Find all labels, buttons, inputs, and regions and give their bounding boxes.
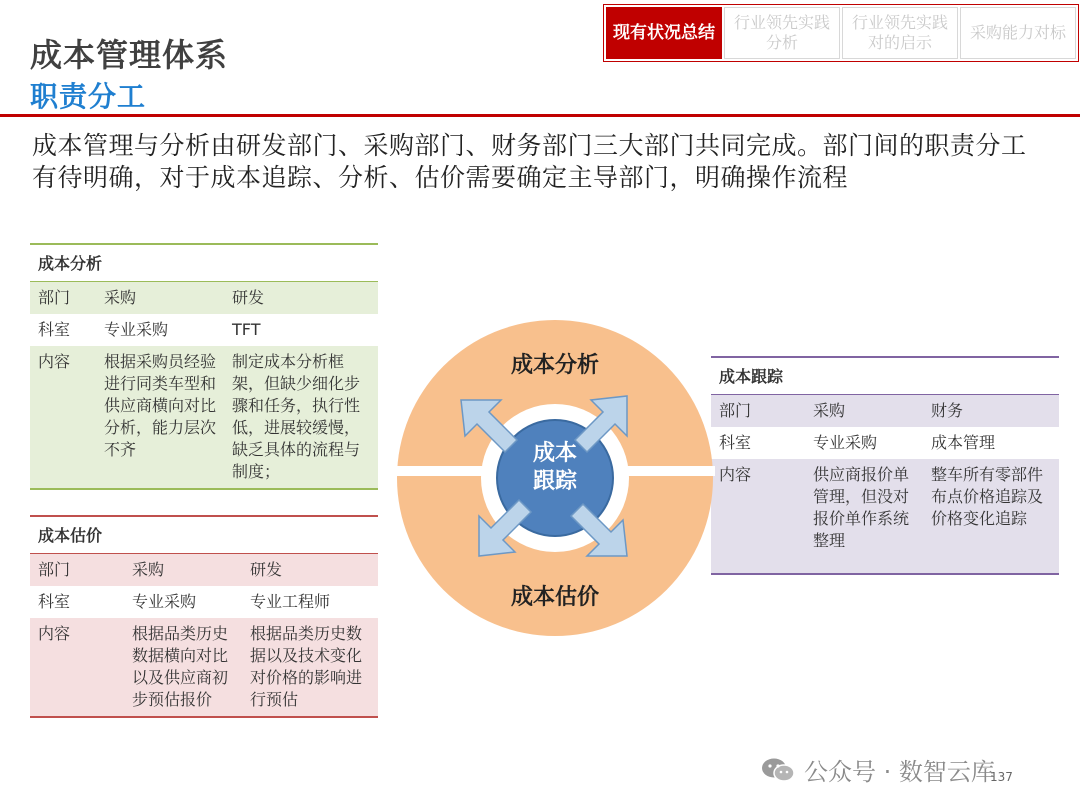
cell-rd: TFT bbox=[224, 314, 378, 346]
row-label: 内容 bbox=[711, 459, 805, 574]
cell-finance: 财务 bbox=[923, 395, 1059, 428]
section-tabs bbox=[603, 4, 1079, 62]
cost-tracking-table bbox=[711, 356, 1059, 575]
row-label: 内容 bbox=[30, 618, 124, 717]
cell-procurement: 供应商报价单管理，但没对报价单作系统整理 bbox=[805, 459, 923, 574]
cell-procurement: 根据采购员经验进行同类车型和供应商横向对比分析，能力层次不齐 bbox=[96, 346, 224, 489]
cost-estimate-table bbox=[30, 515, 378, 718]
row-label: 内容 bbox=[30, 346, 96, 489]
diagram-label-estimate: 成本估价 bbox=[510, 585, 599, 610]
cell-rd: 专业工程师 bbox=[242, 586, 378, 618]
table-row bbox=[30, 346, 378, 489]
tab-current-status[interactable]: 现有状况总结 bbox=[606, 7, 722, 59]
cell-procurement: 采购 bbox=[124, 554, 242, 587]
cell-procurement: 专业采购 bbox=[124, 586, 242, 618]
row-label: 部门 bbox=[30, 282, 96, 315]
table-row bbox=[30, 314, 378, 346]
table-title: 成本跟踪 bbox=[711, 357, 1059, 395]
table-row bbox=[30, 586, 378, 618]
row-label: 部门 bbox=[30, 554, 124, 587]
cell-rd: 研发 bbox=[224, 282, 378, 315]
cell-rd: 制定成本分析框架，但缺少细化步骤和任务，执行性低，进展较缓慢，缺乏具体的流程与制度； bbox=[224, 346, 378, 489]
row-label: 科室 bbox=[30, 586, 124, 618]
cell-procurement: 采购 bbox=[96, 282, 224, 315]
table-row bbox=[711, 459, 1059, 574]
watermark bbox=[760, 752, 995, 787]
table-title: 成本估价 bbox=[30, 516, 378, 554]
cell-procurement: 专业采购 bbox=[805, 427, 923, 459]
intro-text: 成本管理与分析由研发部门、采购部门、财务部门三大部门共同完成。部门间的职责分工有待明确，对于成本追踪、分析、估价需要确定主导部门，明确操作流程 bbox=[32, 131, 1027, 192]
center-label-line2: 跟踪 bbox=[532, 469, 577, 494]
cell-rd: 研发 bbox=[242, 554, 378, 587]
table-title: 成本分析 bbox=[30, 244, 378, 282]
cell-procurement: 采购 bbox=[805, 395, 923, 428]
cell-finance: 成本管理 bbox=[923, 427, 1059, 459]
page-title: 成本管理体系 bbox=[30, 36, 229, 74]
table-row bbox=[30, 618, 378, 717]
center-label-line1: 成本 bbox=[532, 441, 577, 466]
cost-cycle-diagram bbox=[395, 318, 715, 638]
cell-rd: 根据品类历史数据以及技术变化对价格的影响进行预估 bbox=[242, 618, 378, 717]
row-label: 科室 bbox=[711, 427, 805, 459]
row-label: 部门 bbox=[711, 395, 805, 428]
center-label bbox=[505, 440, 605, 496]
table-row bbox=[30, 554, 378, 587]
page-subtitle: 职责分工 bbox=[30, 80, 147, 113]
cell-procurement: 专业采购 bbox=[96, 314, 224, 346]
table-row bbox=[711, 395, 1059, 428]
table-row bbox=[711, 427, 1059, 459]
wechat-icon bbox=[760, 757, 796, 783]
table-row bbox=[30, 282, 378, 315]
tab-industry-practice-insights[interactable]: 行业领先实践对的启示 bbox=[842, 7, 958, 59]
tab-industry-practice-analysis[interactable]: 行业领先实践分析 bbox=[724, 7, 840, 59]
title-divider bbox=[0, 114, 1080, 117]
cost-analysis-table bbox=[30, 243, 378, 490]
cell-finance: 整车所有零部件布点价格追踪及价格变化追踪 bbox=[923, 459, 1059, 574]
row-label: 科室 bbox=[30, 314, 96, 346]
tab-procurement-benchmark[interactable]: 采购能力对标 bbox=[960, 7, 1076, 59]
cell-procurement: 根据品类历史数据横向对比以及供应商初步预估报价 bbox=[124, 618, 242, 717]
watermark-text: 公众号 · 数智云库 bbox=[804, 758, 995, 786]
diagram-label-analysis: 成本分析 bbox=[510, 353, 599, 378]
page-number: 137 bbox=[990, 770, 1013, 784]
